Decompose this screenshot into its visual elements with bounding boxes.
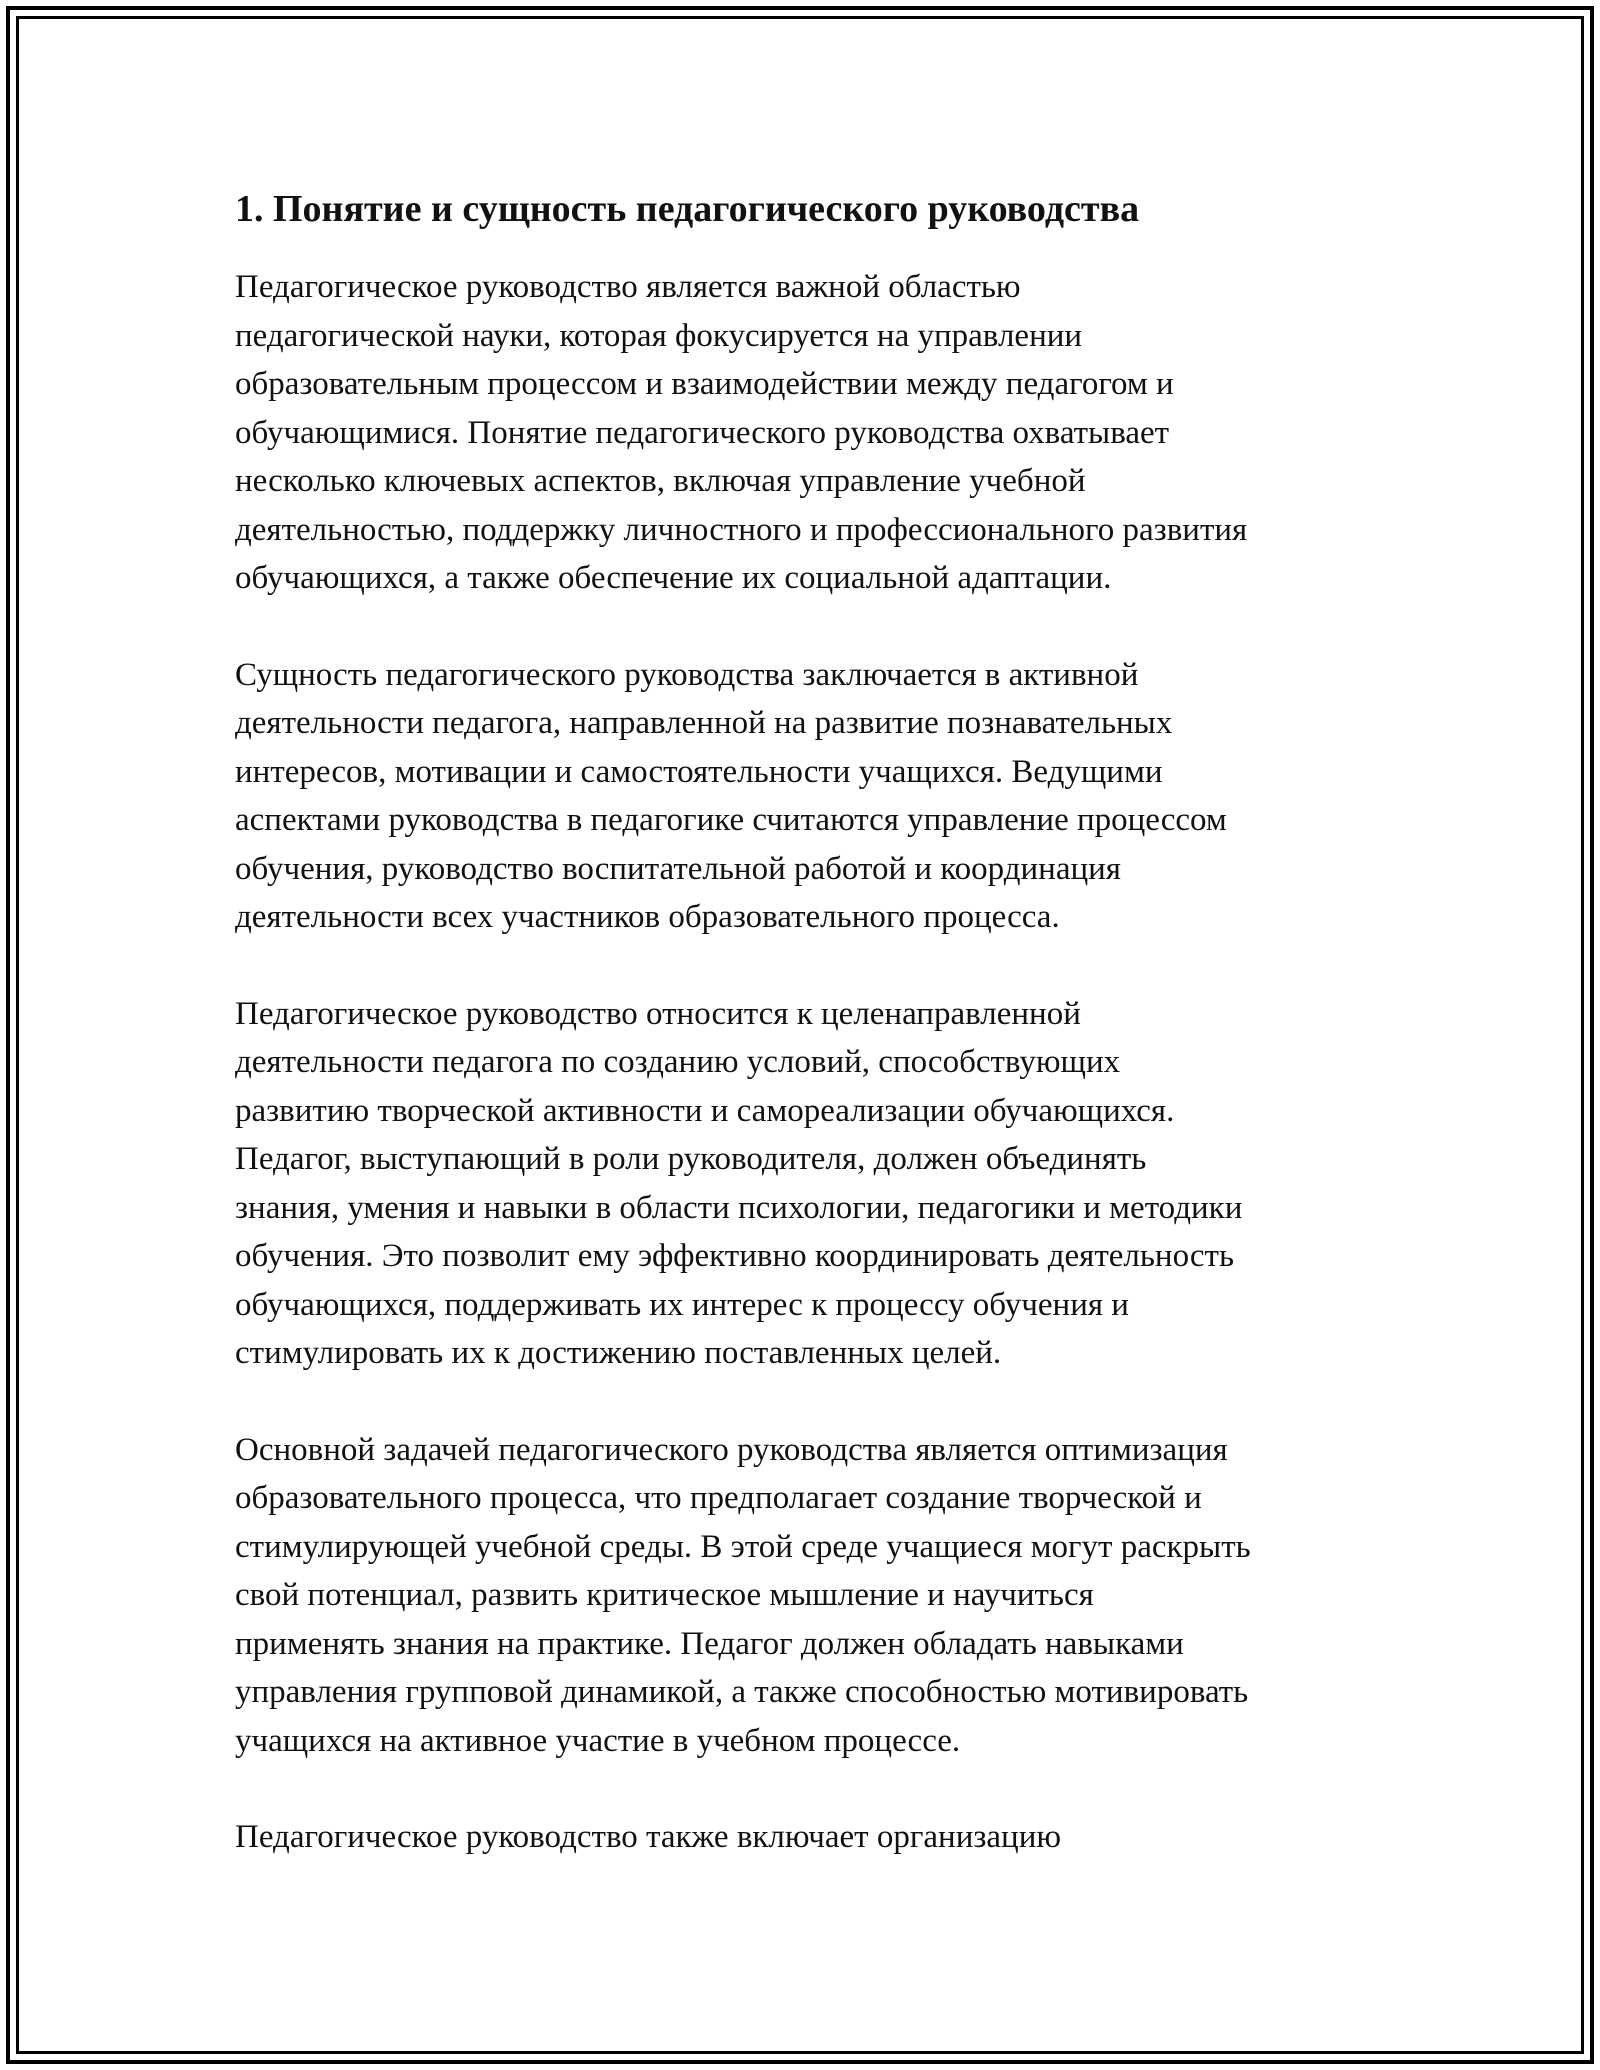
paragraph-2 [235, 651, 1395, 942]
text-line: обучающихся, а также обеспечение их социальной адаптации. [235, 560, 1112, 596]
text-line: деятельности педагога по созданию условий, способствующих [235, 1044, 1121, 1080]
text-line: стимулирующей учебной среды. В этой среде учащиеся могут раскрыть [235, 1528, 1251, 1565]
paragraph-5 [235, 1813, 1395, 1862]
document-body [235, 183, 1395, 1910]
text-line: управления групповой динамикой, а также способностью мотивировать [235, 1674, 1249, 1710]
text-line: стимулировать их к достижению поставленных целей. [235, 1335, 1002, 1371]
text-line: Основной задачей педагогического руководства является оптимизация [235, 1431, 1228, 1468]
text-line: развитию творческой активности и самореализации обучающихся. [235, 1092, 1175, 1129]
text-line: обучения, руководство воспитательной работой и координация [235, 850, 1121, 887]
text-line: обучающимися. Понятие педагогического руководства охватывает [235, 414, 1170, 451]
text-line: образовательного процесса, что предполагает создание творческой и [235, 1480, 1202, 1516]
text-line: Педагогическое руководство является важной областью [235, 269, 1021, 305]
text-line: несколько ключевых аспектов, включая управление учебной [235, 463, 1086, 499]
section-title: 1. Понятие и сущность педагогического руководства [235, 188, 1140, 230]
text-line: обучения. Это позволит ему эффективно координировать деятельность [235, 1238, 1235, 1274]
text-line: аспектами руководства в педагогике считаются управление процессом [235, 802, 1227, 838]
text-line: интересов, мотивации и самостоятельности учащихся. Ведущими [235, 753, 1163, 790]
text-line: применять знания на практике. Педагог должен обладать навыками [235, 1625, 1184, 1662]
text-line: деятельностью, поддержку личностного и профессионального развития [235, 511, 1248, 548]
text-line: Педагогическое руководство относится к целенаправленной [235, 995, 1081, 1032]
text-line: обучающихся, поддерживать их интерес к процессу обучения и [235, 1286, 1129, 1323]
text-line: Педагог, выступающий в роли руководителя, должен объединять [235, 1141, 1147, 1177]
paragraph-4 [235, 1426, 1395, 1766]
paragraph-3 [235, 990, 1395, 1378]
text-line: свой потенциал, развить критическое мышление и научиться [235, 1577, 1094, 1613]
text-line: деятельности всех участников образовательного процесса. [235, 899, 1060, 935]
text-line: знания, умения и навыки в области психологии, педагогики и методики [235, 1189, 1243, 1226]
text-line: образовательным процессом и взаимодействии между педагогом и [235, 366, 1174, 402]
text-line: учащихся на активное участие в учебном процессе. [235, 1722, 961, 1759]
text-line: деятельности педагога, направленной на развитие познавательных [235, 705, 1173, 741]
paragraph-1 [235, 263, 1395, 603]
text-line: педагогической науки, которая фокусируется на управлении [235, 317, 1083, 354]
text-line: Сущность педагогического руководства заключается в активной [235, 656, 1139, 693]
text-line: Педагогическое руководство также включает организацию [235, 1819, 1062, 1855]
